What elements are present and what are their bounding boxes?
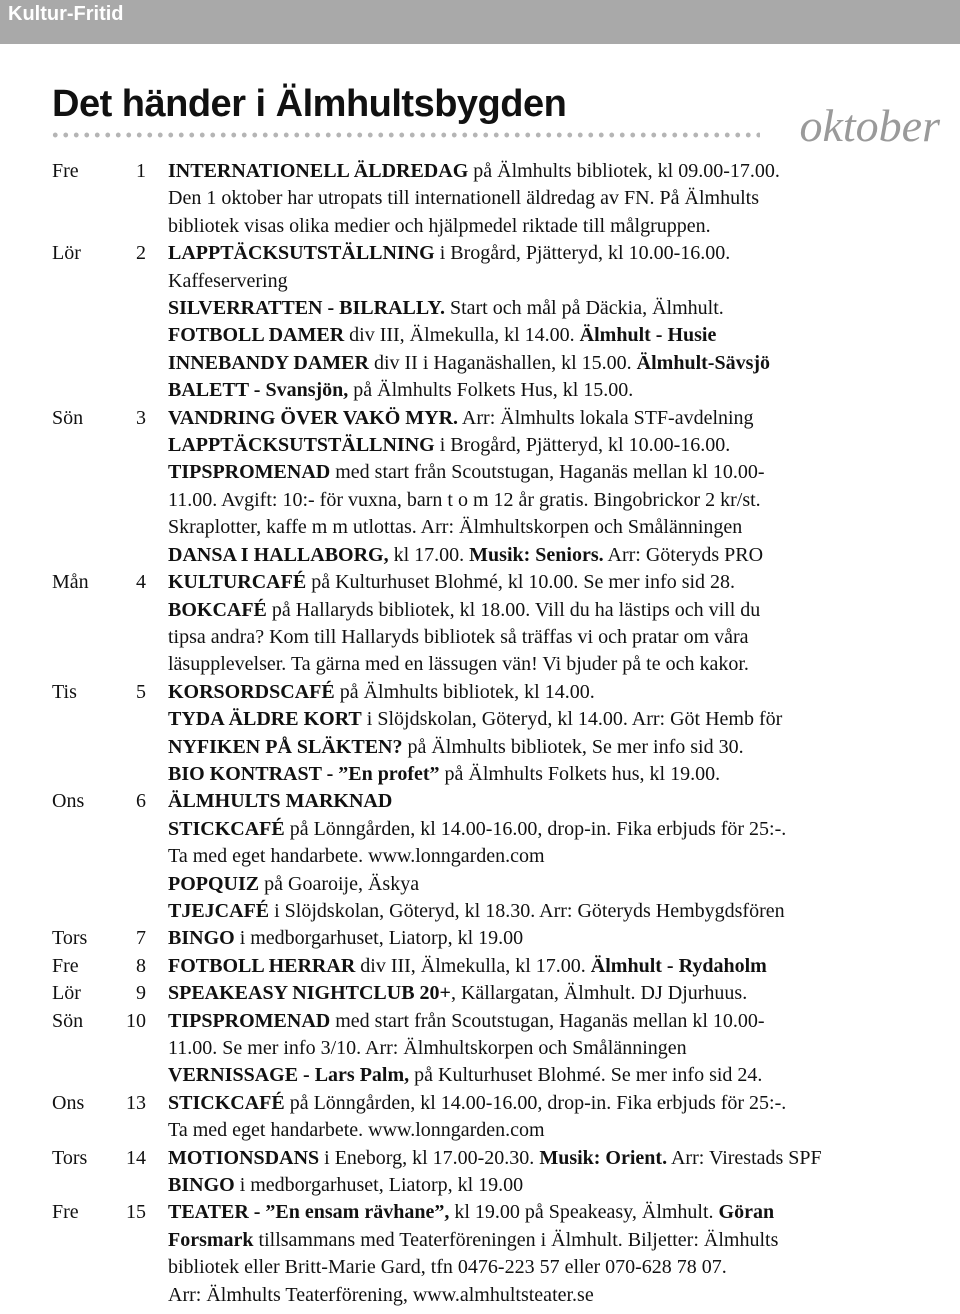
event-detail: 11.00. Se mer info 3/10. Arr: Älmhultskorpen och Smålänningen xyxy=(168,1037,687,1059)
event-name: INNEBANDY DAMER xyxy=(168,351,369,374)
event-line xyxy=(168,405,888,432)
event-detail: läsupplevelser. Ta gärna med en lässugen vän! Vi bjuder på te och kakor. xyxy=(168,653,749,676)
event-detail: tipsa andra? Kom till Hallaryds bibliotek så träffas vi och pratar om våra xyxy=(168,625,749,648)
event-detail: Arr: Älmhults Teaterförening, www.almhultsteater.se xyxy=(168,1283,594,1306)
event-name: Göran xyxy=(718,1201,775,1224)
event-name: BIO KONTRAST - ”En profet” xyxy=(168,762,440,785)
event-line xyxy=(168,240,888,267)
event-line xyxy=(168,843,888,870)
calendar-row xyxy=(0,1199,960,1309)
event-detail: på Älmhults bibliotek, kl 09.00-17.00. xyxy=(468,160,780,182)
calendar-row xyxy=(0,569,960,679)
calendar-row xyxy=(0,1145,960,1200)
weekday-label: Lör xyxy=(52,242,81,265)
date-number: 8 xyxy=(136,954,146,977)
event-name: TIPSPROMENAD xyxy=(168,1009,331,1032)
event-detail: Skraplotter, kaffe m m utlottas. Arr: Älmhultskorpen och Smålänningen xyxy=(168,516,743,539)
event-detail: på Kulturhuset Blohmé, kl 10.00. Se mer info sid 28. xyxy=(306,571,736,594)
weekday-label: Tors xyxy=(52,927,88,950)
event-detail: på Älmhults bibliotek, Se mer info sid 30. xyxy=(402,735,744,758)
event-line xyxy=(168,1199,888,1226)
event-detail: på Älmhults Folkets Hus, kl 15.00. xyxy=(348,379,634,402)
event-name: VANDRING ÖVER VAKÖ MYR. xyxy=(168,406,459,429)
event-line xyxy=(168,761,888,788)
event-name: Älmhult-Sävsjö xyxy=(636,351,771,374)
event-description xyxy=(168,1090,888,1145)
event-line xyxy=(168,816,888,843)
event-name: BINGO xyxy=(168,927,235,950)
weekday-label: Fre xyxy=(52,1201,79,1224)
event-detail: kl 17.00. xyxy=(388,543,470,566)
event-description xyxy=(168,980,888,1007)
event-detail: på Lönngården, kl 14.00-16.00, drop-in. Fika erbjuds för 25:-. xyxy=(284,1091,787,1114)
event-detail: på Goaroije, Äskya xyxy=(259,872,420,895)
event-detail: Arr: Göteryds PRO xyxy=(603,543,764,566)
event-line xyxy=(168,898,888,925)
event-line xyxy=(168,569,888,596)
weekday-label: Fre xyxy=(52,160,79,182)
event-detail: kl 19.00 på Speakeasy, Älmhult. xyxy=(449,1201,719,1224)
weekday-label: Fre xyxy=(52,954,79,977)
event-name: BINGO xyxy=(168,1174,235,1197)
event-description xyxy=(168,1008,888,1090)
event-line xyxy=(168,487,888,514)
calendar-row xyxy=(0,1090,960,1145)
event-detail: bibliotek visas olika medier och hjälpmedel riktade till målgruppen. xyxy=(168,214,711,237)
event-line xyxy=(168,185,888,212)
date-number: 2 xyxy=(136,242,146,265)
event-description xyxy=(168,679,888,789)
page-title: Det händer i Älmhultsbygden xyxy=(52,83,567,125)
event-detail: Den 1 oktober har utropats till internationell äldredag av FN. På Älmhults xyxy=(168,187,759,210)
event-name: ÄLMHULTS MARKNAD xyxy=(168,790,393,813)
event-detail: på Lönngården, kl 14.00-16.00, drop-in. Fika erbjuds för 25:-. xyxy=(284,817,787,840)
event-line xyxy=(168,624,888,651)
event-name: STICKCAFÉ xyxy=(168,817,285,840)
date-number: 6 xyxy=(136,790,146,813)
event-name: BALETT - Svansjön, xyxy=(168,379,349,402)
event-detail: i Slöjdskolan, Göteryd, kl 14.00. Arr: Göt Hemb för xyxy=(361,708,783,731)
event-line xyxy=(168,1254,888,1281)
event-detail: bibliotek eller Britt-Marie Gard, tfn 0476-223 57 eller 070-628 78 07. xyxy=(168,1256,727,1279)
date-number: 10 xyxy=(126,1009,146,1032)
date-number: 4 xyxy=(136,571,146,594)
event-line xyxy=(168,1227,888,1254)
event-name: POPQUIZ xyxy=(168,872,260,895)
date-number: 7 xyxy=(136,927,146,950)
event-detail: på Älmhults bibliotek, kl 14.00. xyxy=(334,680,595,703)
event-line xyxy=(168,980,888,1007)
event-detail: Kaffeservering xyxy=(168,269,288,292)
event-line xyxy=(168,542,888,569)
event-detail: i medborgarhuset, Liatorp, kl 19.00 xyxy=(234,1174,524,1197)
event-name: FOTBOLL HERRAR xyxy=(168,954,356,977)
month-label: oktober xyxy=(799,100,940,151)
event-line xyxy=(168,788,888,815)
event-name: MOTIONSDANS xyxy=(168,1146,320,1169)
event-description xyxy=(168,925,888,952)
event-description xyxy=(168,788,888,925)
event-name: Musik: Orient. xyxy=(539,1146,668,1169)
event-line xyxy=(168,1172,888,1199)
calendar-row xyxy=(0,405,960,569)
event-name: Musik: Seniors. xyxy=(469,543,604,566)
date-number: 13 xyxy=(126,1091,146,1114)
event-detail: med start från Scoutstugan, Haganäs mellan kl 10.00- xyxy=(330,1009,765,1032)
event-description xyxy=(168,1145,888,1200)
event-description xyxy=(168,158,888,240)
section-header-bar xyxy=(0,0,960,44)
weekday-label: Ons xyxy=(52,1091,85,1114)
weekday-label: Lör xyxy=(52,982,81,1005)
calendar-row xyxy=(0,240,960,404)
event-line xyxy=(168,1035,888,1062)
event-line xyxy=(168,1145,888,1172)
event-detail: Start och mål på Däckia, Älmhult. xyxy=(444,297,724,320)
event-detail: i Eneborg, kl 17.00-20.30. xyxy=(319,1146,540,1169)
event-line xyxy=(168,432,888,459)
event-name: TYDA ÄLDRE KORT xyxy=(168,708,362,731)
event-line xyxy=(168,514,888,541)
event-detail: på Hallaryds bibliotek, kl 18.00. Vill du ha lästips och vill du xyxy=(266,598,761,621)
event-line xyxy=(168,268,888,295)
event-name: Älmhult - Rydaholm xyxy=(590,954,767,977)
event-detail: 11.00. Avgift: 10:- för vuxna, barn t o m 12 år gratis. Bingobrickor 2 kr/st. xyxy=(168,488,761,511)
event-line xyxy=(168,213,888,240)
event-description xyxy=(168,1199,888,1309)
event-name: BOKCAFÉ xyxy=(168,598,267,621)
event-name: Älmhult - Husie xyxy=(579,324,717,347)
event-name: DANSA I HALLABORG, xyxy=(168,543,389,566)
event-detail: med start från Scoutstugan, Haganäs mellan kl 10.00- xyxy=(330,461,765,484)
event-line xyxy=(168,925,888,952)
calendar-row xyxy=(0,953,960,980)
event-detail: Ta med eget handarbete. www.lonngarden.com xyxy=(168,845,545,868)
event-name: KORSORDSCAFÉ xyxy=(168,680,335,703)
calendar-row xyxy=(0,1008,960,1090)
event-line xyxy=(168,734,888,761)
event-name: Forsmark xyxy=(168,1228,254,1251)
event-detail: i Brogård, Pjätteryd, kl 10.00-16.00. xyxy=(434,242,731,265)
event-name: VERNISSAGE - Lars Palm, xyxy=(168,1064,410,1087)
event-name: KULTURCAFÉ xyxy=(168,571,307,594)
event-line xyxy=(168,350,888,377)
event-detail: Arr: Virestads SPF xyxy=(667,1146,822,1169)
section-label: Kultur-Fritid xyxy=(8,3,124,25)
calendar-row xyxy=(0,158,960,240)
event-name: TJEJCAFÉ xyxy=(168,899,270,922)
event-line xyxy=(168,651,888,678)
event-line xyxy=(168,1117,888,1144)
event-detail: på Kulturhuset Blohmé. Se mer info sid 24. xyxy=(409,1064,763,1087)
event-line xyxy=(168,377,888,404)
event-line xyxy=(168,679,888,706)
event-name: SILVERRATTEN - BILRALLY. xyxy=(168,297,445,320)
event-line xyxy=(168,1090,888,1117)
event-line xyxy=(168,597,888,624)
event-description xyxy=(168,405,888,569)
event-line xyxy=(168,459,888,486)
calendar-row xyxy=(0,925,960,952)
weekday-label: Mån xyxy=(52,571,89,594)
date-number: 5 xyxy=(136,680,146,703)
weekday-label: Sön xyxy=(52,406,84,429)
event-calendar xyxy=(0,158,960,1309)
event-detail: div III, Älmekulla, kl 14.00. xyxy=(344,324,580,347)
event-description xyxy=(168,953,888,980)
event-detail: Arr: Älmhults lokala STF-avdelning xyxy=(458,406,754,429)
weekday-label: Tors xyxy=(52,1146,88,1169)
weekday-label: Ons xyxy=(52,790,85,813)
event-line xyxy=(168,158,888,185)
event-description xyxy=(168,569,888,679)
event-line xyxy=(168,1062,888,1089)
event-line xyxy=(168,295,888,322)
event-detail: , Källargatan, Älmhult. DJ Djurhuus. xyxy=(450,982,748,1005)
event-name: STICKCAFÉ xyxy=(168,1091,285,1114)
event-detail: Ta med eget handarbete. www.lonngarden.com xyxy=(168,1119,545,1142)
event-name: TEATER - ”En ensam rävhane”, xyxy=(168,1201,450,1224)
event-detail: div II i Haganäshallen, kl 15.00. xyxy=(368,351,637,374)
event-name: LAPPTÄCKSUTSTÄLLNING xyxy=(168,242,435,265)
calendar-row xyxy=(0,980,960,1007)
date-number: 1 xyxy=(136,160,146,182)
date-number: 3 xyxy=(136,406,146,429)
date-number: 9 xyxy=(136,982,146,1005)
event-name: INTERNATIONELL ÄLDREDAG xyxy=(168,160,469,182)
event-name: FOTBOLL DAMER xyxy=(168,324,345,347)
event-line xyxy=(168,953,888,980)
weekday-label: Tis xyxy=(52,680,77,703)
event-detail: tillsammans med Teaterföreningen i Älmhult. Biljetter: Älmhults xyxy=(253,1228,779,1251)
event-line xyxy=(168,706,888,733)
dotted-divider xyxy=(50,125,760,145)
event-detail: på Älmhults Folkets hus, kl 19.00. xyxy=(439,762,721,785)
date-number: 14 xyxy=(126,1146,146,1169)
event-description xyxy=(168,240,888,404)
weekday-label: Sön xyxy=(52,1009,84,1032)
event-detail: i Slöjdskolan, Göteryd, kl 18.30. Arr: Göteryds Hembygdsfören xyxy=(269,899,785,922)
event-name: TIPSPROMENAD xyxy=(168,461,331,484)
calendar-row xyxy=(0,788,960,925)
event-detail: i medborgarhuset, Liatorp, kl 19.00 xyxy=(234,927,524,950)
event-name: NYFIKEN PÅ SLÄKTEN? xyxy=(168,735,403,758)
date-number: 15 xyxy=(126,1201,146,1224)
event-name: LAPPTÄCKSUTSTÄLLNING xyxy=(168,434,435,457)
event-line xyxy=(168,322,888,349)
event-line xyxy=(168,871,888,898)
event-line xyxy=(168,1282,888,1309)
calendar-row xyxy=(0,679,960,789)
event-detail: div III, Älmekulla, kl 17.00. xyxy=(355,954,591,977)
event-line xyxy=(168,1008,888,1035)
event-name: SPEAKEASY NIGHTCLUB 20+ xyxy=(168,982,451,1005)
event-detail: i Brogård, Pjätteryd, kl 10.00-16.00. xyxy=(434,434,731,457)
